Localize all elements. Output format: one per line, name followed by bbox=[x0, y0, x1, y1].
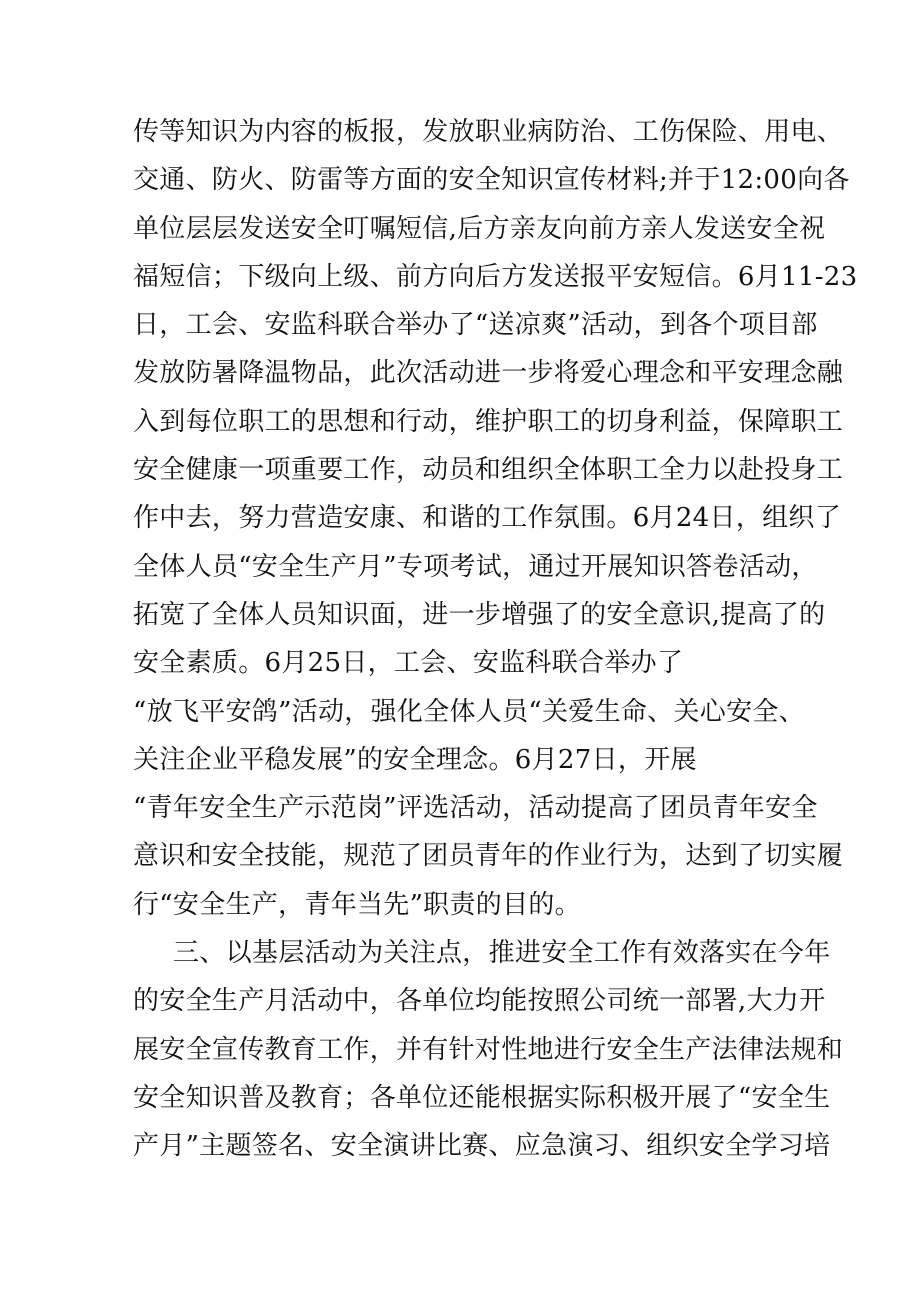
body-text bbox=[133, 108, 858, 1171]
text-line: 安全健康一项重要工作，动员和组织全体职工全力以赴投身工 bbox=[133, 455, 844, 486]
text-line: 安全素质。6月25日，工会、安监科联合举办了 bbox=[133, 648, 684, 679]
text-line: 意识和安全技能，规范了团员青年的作业行为，达到了切实履 bbox=[133, 841, 844, 872]
text-line: 发放防暑降温物品，此次活动进一步将爱心理念和平安理念融 bbox=[133, 358, 844, 389]
text-line: “青年安全生产示范岗”评选活动，活动提高了团员青年安全 bbox=[133, 793, 818, 824]
section-heading-line: 三、以基层活动为关注点，推进安全工作有效落实在今年 bbox=[173, 938, 831, 969]
text-line: 拓宽了全体人员知识面，进一步增强了的安全意识,提高了的 bbox=[133, 599, 826, 630]
text-line: 安全知识普及教育；各单位还能根据实际积极开展了“安全生 bbox=[133, 1082, 831, 1113]
text-line: “放飞平安鸽”活动，强化全体人员“关爱生命、关心安全、 bbox=[133, 696, 805, 727]
text-line: 关注企业平稳发展”的安全理念。6月27日，开展 bbox=[133, 744, 697, 775]
text-line: 行“安全生产，青年当先”职责的目的。 bbox=[133, 889, 581, 920]
text-line: 交通、防火、防雷等方面的安全知识宣传材料;并于12:00向各 bbox=[133, 165, 850, 196]
text-line: 作中去，努力营造安康、和谐的工作氛围。6月24日，组织了 bbox=[133, 503, 842, 534]
text-line: 入到每位职工的思想和行动，维护职工的切身利益，保障职工 bbox=[133, 406, 844, 437]
text-line: 传等知识为内容的板报，发放职业病防治、工伤保险、用电、 bbox=[133, 117, 844, 147]
text-line: 日，工会、安监科联合举办了“送凉爽”活动，到各个项目部 bbox=[133, 310, 818, 341]
text-line: 的安全生产月活动中，各单位均能按照公司统一部署,大力开 bbox=[133, 986, 826, 1017]
text-line: 福短信；下级向上级、前方向后方发送报平安短信。6月11-23 bbox=[133, 261, 858, 292]
text-line: 产月”主题签名、安全演讲比赛、应急演习、组织安全学习培 bbox=[133, 1131, 831, 1162]
text-line: 全体人员“安全生产月”专项考试，通过开展知识答卷活动， bbox=[133, 551, 818, 582]
text-line: 单位层层发送安全叮嘱短信,后方亲友向前方亲人发送安全祝 bbox=[133, 213, 826, 244]
text-line: 展安全宣传教育工作，并有针对性地进行安全生产法律法规和 bbox=[133, 1034, 844, 1065]
